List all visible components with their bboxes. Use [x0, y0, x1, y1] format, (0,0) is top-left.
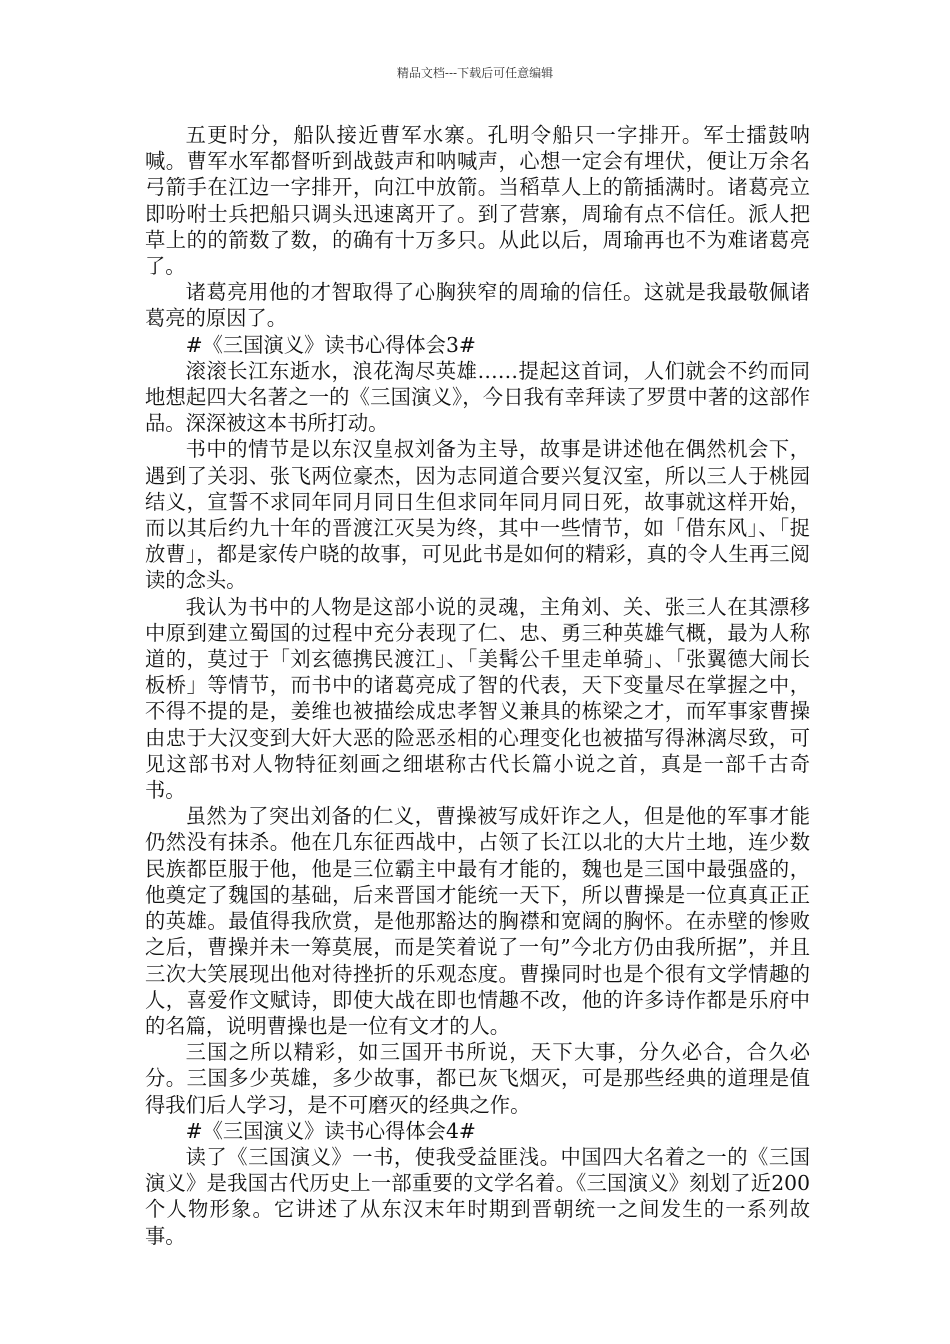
section-heading: #《三国演义》读书心得体会3#: [185, 332, 476, 357]
paragraph: 书中的情节是以东汉皇叔刘备为主导，故事是讲述他在偶然机会下，遇到了关羽、张飞两位豪杰，因为志同道合要兴复汉室，所以三人于桃园结义，宣誓不求同年同月同日生但求同年同月同日死，故事就这样开始，而以其后约九十年的晋渡江灭吴为终，其中一些情节，如「借东风」、「捉放曹」，都是家传户晓的故事，可见此书是如何的精彩，真的令人生再三阅读的念头。: [145, 437, 810, 593]
paragraph: 三国之所以精彩，如三国开书所说，天下大事，分久必合，合久必分。三国多少英雄，多少故事，都已灰飞烟灭，可是那些经典的道理是值得我们后人学习，是不可磨灭的经典之作。: [145, 1040, 810, 1117]
page-header: 精品文档---下载后可任意编辑: [396, 66, 554, 80]
paragraph: 我认为书中的人物是这部小说的灵魂，主角刘、关、张三人在其漂移中原到建立蜀国的过程中充分表现了仁、忠、勇三种英雄气概，最为人称道的，莫过于「刘玄德携民渡江」、「美髯公千里走单骑」、「张翼德大闹长板桥」等情节，而书中的诸葛亮成了智的代表，天下变量尽在掌握之中，不得不提的是，姜维也被描绘成忠孝智义兼具的栋梁之才，而军事家曹操由忠于大汉变到大奸大恶的险恶丞相的心理变化也被描写得淋漓尽致，可见这部书对人物特征刻画之细堪称古代长篇小说之首，真是一部千古奇书。: [145, 594, 810, 803]
paragraph: 读了《三国演义》一书，使我受益匪浅。中国四大名着之一的《三国演义》是我国古代历史上一部重要的文学名着。《三国演义》刻划了近200个人物形象。它讲述了从东汉末年时期到晋朝统一之间发生的一系列故事。: [145, 1144, 810, 1248]
paragraph: 滚滚长江东逝水，浪花淘尽英雄……提起这首词，人们就会不约而同地想起四大名著之一的《三国演义》，今日我有幸拜读了罗贯中著的这部作品。深深被这本书所打动。: [145, 358, 810, 436]
document-body: [145, 122, 810, 1249]
section-heading: #《三国演义》读书心得体会4#: [185, 1118, 476, 1143]
paragraph: 诸葛亮用他的才智取得了心胸狭窄的周瑜的信任。这就是我最敬佩诸葛亮的原因了。: [145, 280, 810, 331]
paragraph: 五更时分，船队接近曹军水寨。孔明令船只一字排开。军士擂鼓呐喊。曹军水军都督听到战鼓声和呐喊声，心想一定会有埋伏，便让万余名弓箭手在江边一字排开，向江中放箭。当稻草人上的箭插满时。诸葛亮立即吩咐士兵把船只调头迅速离开了。到了营寨，周瑜有点不信任。派人把草上的的箭数了数，的确有十万多只。从此以后，周瑜再也不为难诸葛亮了。: [145, 123, 810, 279]
paragraph: 虽然为了突出刘备的仁义，曹操被写成奸诈之人，但是他的军事才能仍然没有抹杀。他在几东征西战中，占领了长江以北的大片土地，连少数民族都臣服于他，他是三位霸主中最有才能的，魏也是三国中最强盛的，他奠定了魏国的基础，后来晋国才能统一天下，所以曹操是一位真真正正的英雄。最值得我欣赏，是他那豁达的胸襟和宽阔的胸怀。在赤壁的惨败之后，曹操并未一筹莫展，而是笑着说了一句”今北方仍由我所据”，并且三次大笑展现出他对待挫折的乐观态度。曹操同时也是个很有文学情趣的人，喜爱作文赋诗，即使大战在即也情趣不改，他的许多诗作都是乐府中的名篇，说明曹操也是一位有文才的人。: [145, 804, 810, 1038]
